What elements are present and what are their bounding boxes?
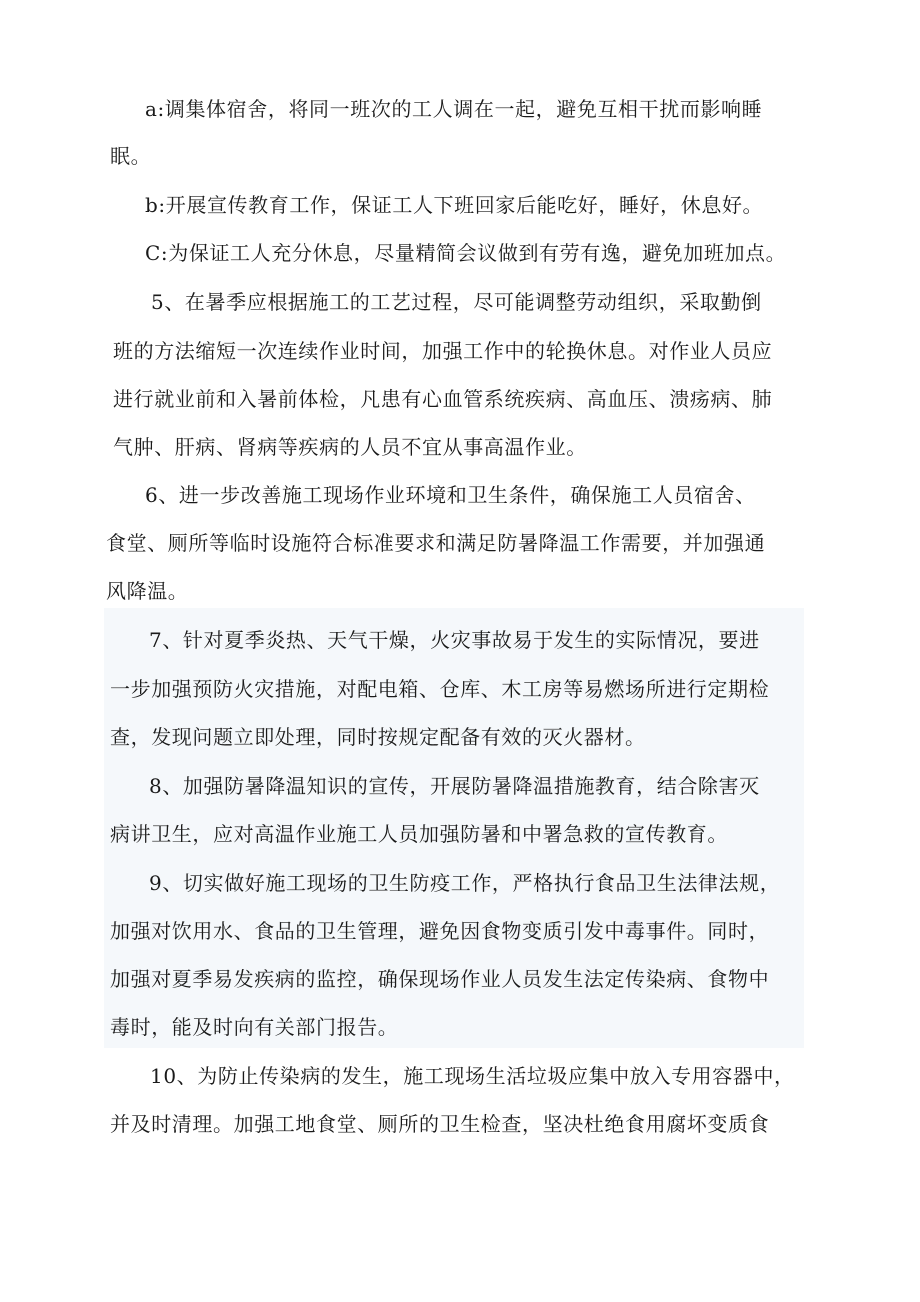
paragraph-line: 5、在暑季应根据施工的工艺过程，尽可能调整劳动组织，采取勤倒	[151, 290, 762, 314]
paragraph-line: 9、切实做好施工现场的卫生防疫工作，严格执行食品卫生法律法规，	[149, 871, 781, 895]
paragraph-line: 6、进一步改善施工现场作业环境和卫生条件，确保施工人员宿舍、	[145, 483, 756, 507]
paragraph-line: 进行就业前和入暑前体检，凡患有心血管系统疾病、高血压、溃疡病、肺	[113, 387, 773, 411]
paragraph-line: 气肿、肝病、肾病等疾病的人员不宜从事高温作业。	[113, 435, 587, 459]
paragraph-line: 查，发现问题立即处理，同时按规定配备有效的灭火器材。	[110, 725, 646, 749]
paragraph-line: a:调集体宿舍，将同一班次的工人调在一起，避免互相干扰而影响睡	[145, 97, 763, 121]
paragraph-line: C:为保证工人充分休息，尽量精简会议做到有劳有逸，避免加班加点。	[145, 241, 787, 265]
paragraph-line: 眠。	[110, 144, 152, 168]
paragraph-line: b:开展宣传教育工作，保证工人下班回家后能吃好，睡好，休息好。	[145, 193, 764, 217]
paragraph-line: 加强对饮用水、食品的卫生管理，避免因食物变质引发中毒事件。同时，	[110, 919, 770, 943]
paragraph-line: 一步加强预防火灾措施，对配电箱、仓库、木工房等易燃场所进行定期检	[110, 677, 770, 701]
paragraph-line: 班的方法缩短一次连续作业时间，加强工作中的轮换休息。对作业人员应	[113, 339, 773, 363]
paragraph-line: 毒时，能及时向有关部门报告。	[110, 1015, 399, 1039]
paragraph-line: 病讲卫生，应对高温作业施工人员加强防暑和中署急救的宣传教育。	[110, 822, 728, 846]
paragraph-line: 8、加强防暑降温知识的宣传，开展防暑降温措施教育，结合除害灭	[149, 774, 760, 798]
paragraph-line: 风降温。	[106, 579, 189, 603]
paragraph-line: 10、为防止传染病的发生，施工现场生活垃圾应集中放入专用容器中，	[150, 1064, 795, 1088]
paragraph-line: 食堂、厕所等临时设施符合标准要求和满足防暑降温工作需要，并加强通	[106, 531, 766, 555]
paragraph-line: 并及时清理。加强工地食堂、厕所的卫生检查，坚决杜绝食用腐坏变质食	[110, 1112, 770, 1136]
paragraph-line: 加强对夏季易发疾病的监控，确保现场作业人员发生法定传染病、食物中	[110, 967, 770, 991]
paragraph-line: 7、针对夏季炎热、天气干燥，火灾事故易于发生的实际情况，要进	[149, 628, 760, 652]
